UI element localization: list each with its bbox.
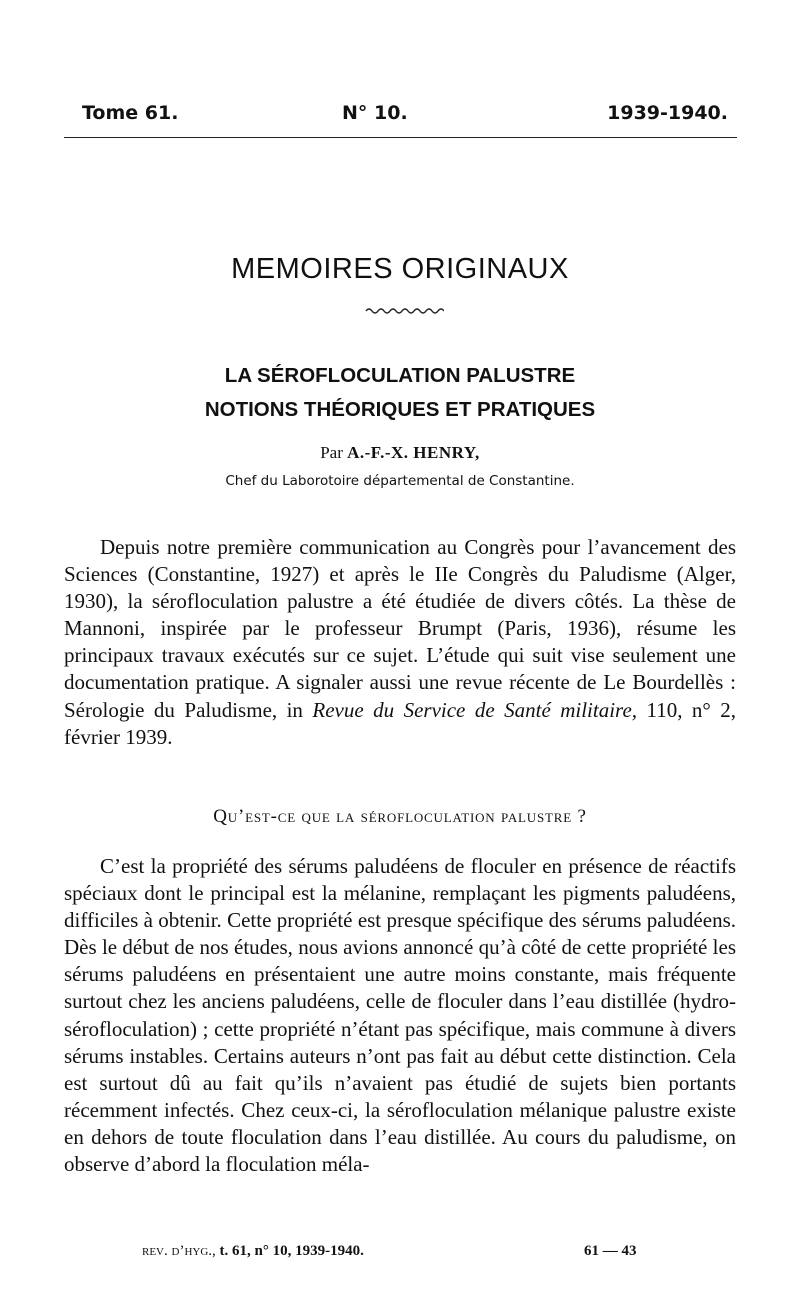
article-title-line-2: NOTIONS THÉORIQUES ET PRATIQUES	[204, 398, 596, 421]
header-volume: Tome 61.	[82, 102, 179, 124]
header-rule	[64, 137, 737, 138]
paragraph-1-end: 110, n° 2, février 1939.	[64, 697, 736, 749]
journal-citation-italic: Revue du Service de Santé militaire,	[312, 697, 638, 722]
footer-volume-issue: t. 61, n° 10, 1939-1940.	[219, 1243, 364, 1259]
author-name: A.-F.-X. HENRY,	[347, 443, 480, 462]
footer-journal-abbrev: rev. d’hyg.,	[142, 1243, 216, 1259]
body-paragraph-2: C’est la propriété des sérums paludéens de floculer en présence de réactifs spéciaux dont le principal est la mélanine, remplaçant les pigments paludéens, difficiles à obtenir. Cette propriété est presque spécifique des sérums paludéens. Dès le début de nos études, nous avions annoncé qu’à côté de cette propriété les sérums paludéens en présentaient une autre moins constante, mais fréquente surtout chez les anciens paludéens, celle de floculer dans l’eau distillée (hydro-sérofloculation) ; cette propriété n’étant pas spécifique, mais commune à divers sérums instables. Certains auteurs n’ont pas fait au début cette distinction. Cela est surtout dû au fait qu’ils n’avaient pas étudié de sujets bien portants récemment infectés. Chez ceux-ci, la sérofloculation mélanique palustre existe en dehors de toute floculation dans l’eau distillée. Au cours du paludisme, on observe d’abord la floculation méla-	[64, 854, 736, 1177]
article-title-line-1: LA SÉROFLOCULATION PALUSTRE	[224, 364, 576, 387]
header-issue-number: N° 10.	[342, 102, 408, 124]
section-subheading: Qu’est-ce que la sérofloculation palustre ?	[213, 806, 587, 827]
paragraph-1-text: Depuis notre première communication au Congrès pour l’avancement des Sciences (Constantine, 1927) et après le IIe Congrès du Paludisme (Alger, 1930), la sérofloculation palustre a été étudiée de divers côtés. La thèse de Mannoni, inspirée par le professeur Brumpt (Paris, 1936), résume les principaux travaux exécutés sur ce sujet. L’étude qui suit vise seulement une documentation pratique. A signaler aussi une revue récente de Le Bourdellès : Sérologie du Paludisme, in	[64, 535, 736, 722]
body-paragraph-1	[64, 534, 736, 751]
running-header	[82, 102, 728, 130]
wavy-ornament	[364, 306, 444, 316]
section-title: MEMOIRES ORIGINAUX	[231, 253, 569, 285]
byline-prefix: Par	[320, 443, 343, 462]
footer-page-reference: 61 — 43	[584, 1243, 637, 1259]
author-affiliation: Chef du Laborotoire départemental de Constantine.	[225, 473, 575, 489]
page-footer	[0, 1243, 800, 1265]
header-years: 1939-1940.	[607, 102, 728, 124]
footer-citation	[142, 1243, 364, 1260]
byline	[0, 443, 800, 463]
